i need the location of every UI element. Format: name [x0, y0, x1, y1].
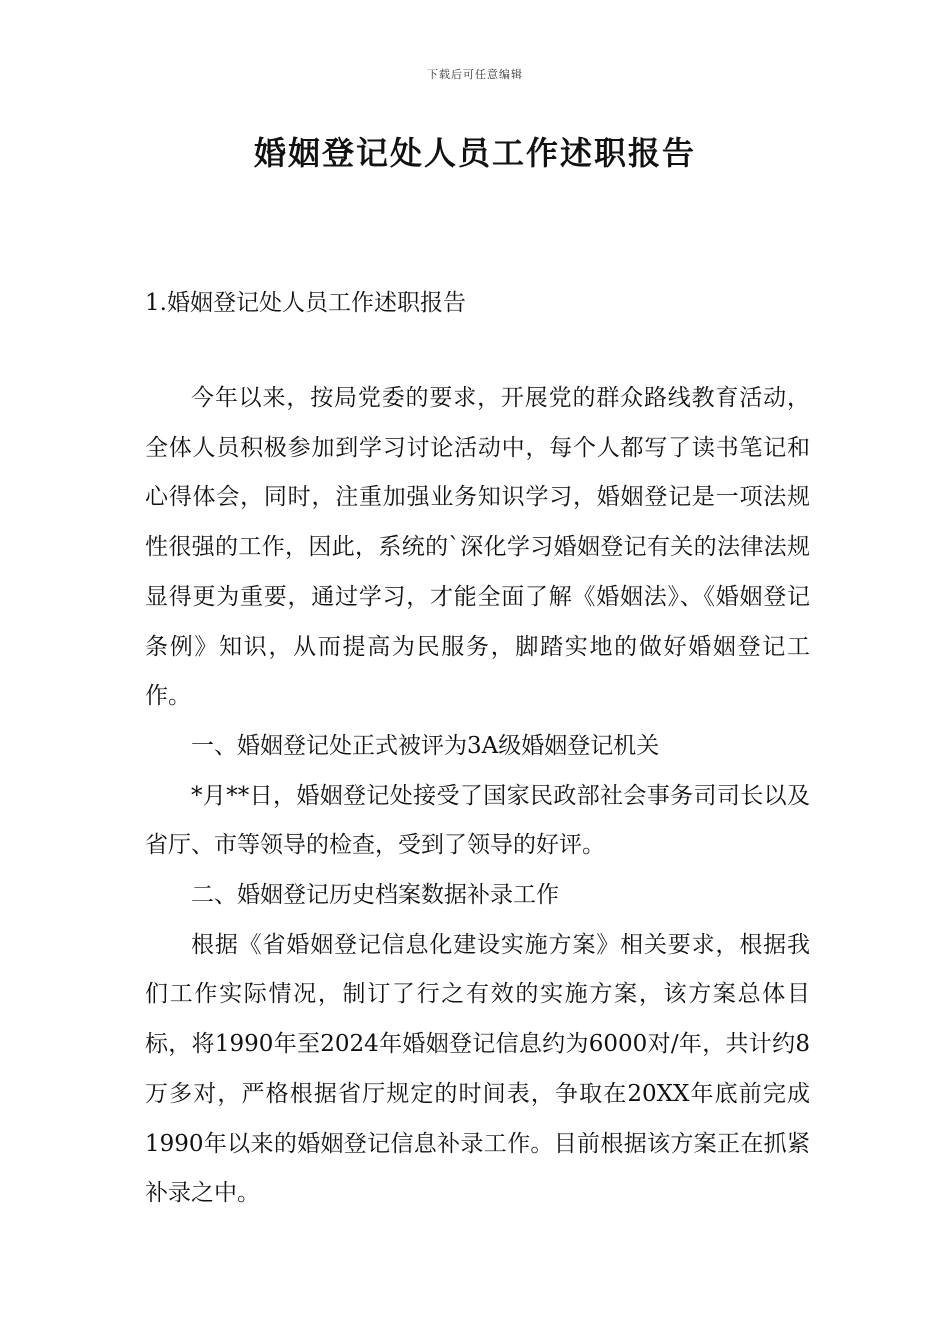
paragraph-intro: 今年以来，按局党委的要求，开展党的群众路线教育活动，全体人员积极参加到学习讨论活动中，每个人都写了读书笔记和心得体会，同时，注重加强业务知识学习，婚姻登记是一项法规性很强的工作，因此，系统的`深化学习婚姻登记有关的法律法规显得更为重要，通过学习，才能全面了解《婚姻法》、《婚姻登记条例》知识，从而提高为民服务，脚踏实地的做好婚姻登记工作。 — [145, 385, 810, 710]
paragraph-inspection: *月**日，婚姻登记处接受了国家民政部社会事务司司长以及省厅、市等领导的检查，受到了领导的好评。 — [145, 782, 810, 859]
document-title: 婚姻登记处人员工作述职报告 — [253, 134, 696, 172]
paragraph-heading-2: 二、婚姻登记历史档案数据补录工作 — [191, 882, 559, 909]
header-note: 下载后可任意编辑 — [427, 68, 523, 81]
paragraph-archive: 根据《省婚姻登记信息化建设实施方案》相关要求，根据我们工作实际情况，制订了行之有效的实施方案，该方案总体目标，将1990年至2024年婚姻登记信息约为6000对/年，共计约8万多对，严格根据省厅规定的时间表，争取在20XX年底前完成1990年以来的婚姻登记信息补录工作。目前根据该方案正在抓紧补录之中。 — [145, 931, 810, 1207]
section-heading: 1.婚姻登记处人员工作述职报告 — [145, 290, 466, 316]
body-text — [145, 374, 810, 1219]
paragraph-heading-1: 一、婚姻登记处正式被评为3A级婚姻登记机关 — [191, 732, 660, 759]
